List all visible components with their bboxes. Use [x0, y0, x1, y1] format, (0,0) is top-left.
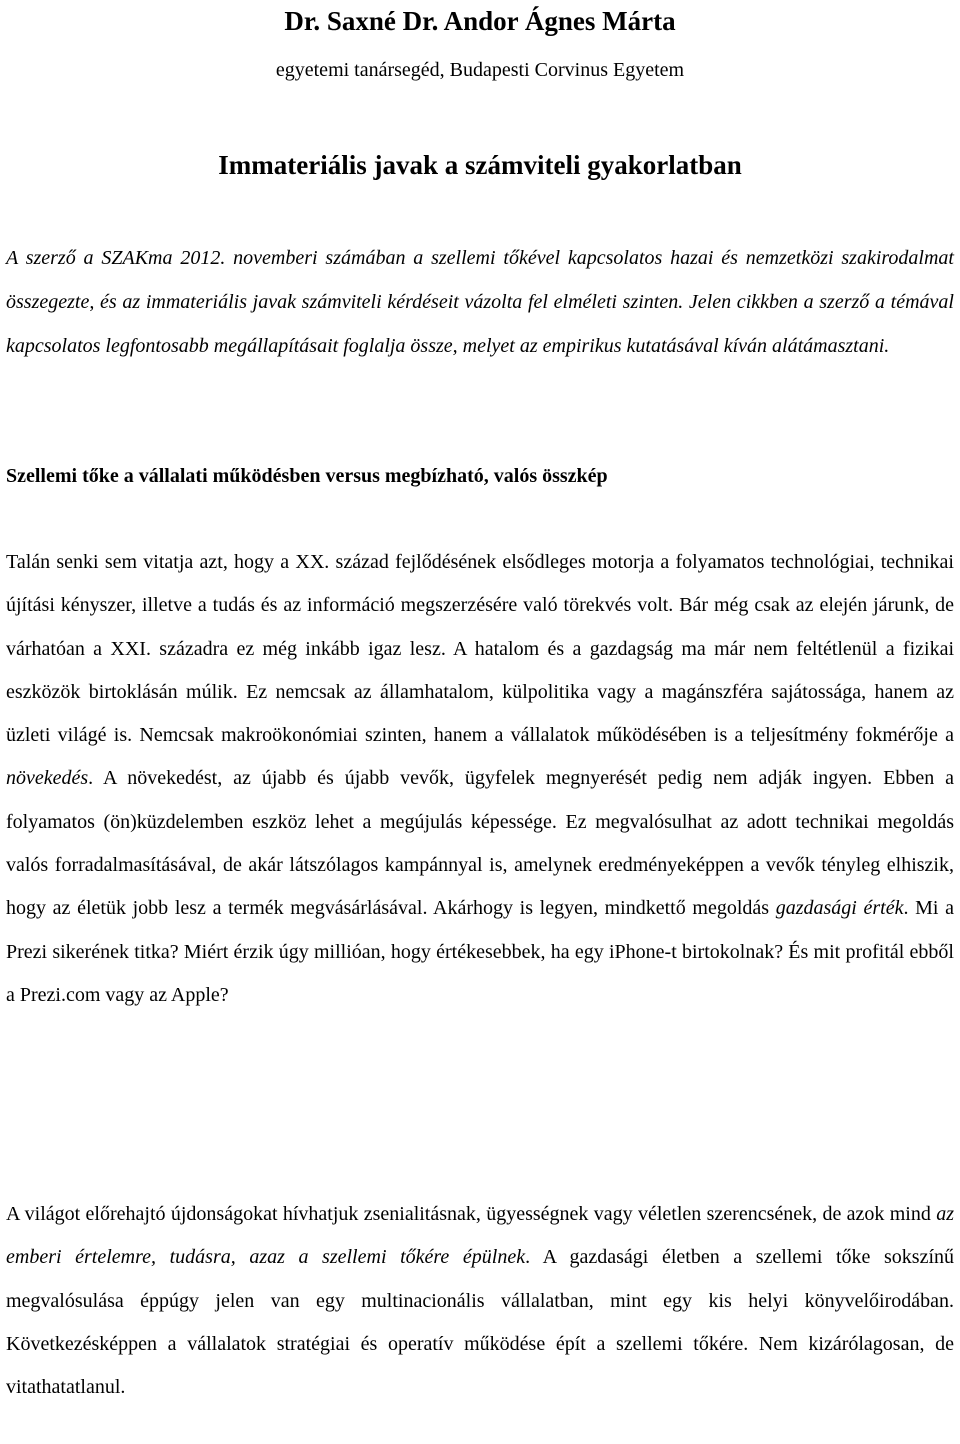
paragraph-1-emphasis-a: növekedés [6, 767, 89, 790]
author-affiliation: egyetemi tanársegéd, Budapesti Corvinus Egyetem [275, 59, 685, 81]
article-title: Immateriális javak a számviteli gyakorlatban [218, 150, 742, 180]
paragraph-2-text-a: A világot előrehajtó újdonságokat hívhatjuk zsenialitásnak, ügyességnek vagy véletlen szerencsének, de azok mind [6, 1203, 937, 1225]
abstract: A szerző a SZAKma 2012. novemberi számában a szellemi tőkével kapcsolatos hazai és nemzetközi szakirodalmat összegezte, és az immateriális javak számviteli kérdéseit vázolta fel elméleti szinten. Jelen cikkben a szerző a témával kapcsolatos legfontosabb megállapításait foglalja össze, melyet az empirikus kutatásával kíván alátámasztani. [6, 247, 954, 357]
paragraph-1-text-b: . A növekedést, az újabb és újabb vevők, ügyfelek megnyerését pedig nem adják ingyen. Ebben a folyamatos (ön)küzdelemben eszköz lehet a megújulás képessége. Ez megvalósulhat az adott technikai megoldás valós forradalmasításával, de akár látszólagos kampánnyal is, amelynek eredményeképpen a vevők tényleg elhiszik, hogy az életük jobb lesz a termék megvásárlásával. Akárhogy is legyen, mindkettő megoldás [6, 767, 954, 920]
paragraph-1-emphasis-b: gazdasági érték [775, 897, 904, 920]
paragraph-1-text-c: . Mi a Prezi sikerének titka? Miért érzik úgy millióan, hogy értékesebbek, ha egy iPhone-t birtokolnak? És mit profitál ebből a Prezi.com vagy az Apple? [6, 897, 955, 1006]
paragraph-2-emphasis-a: az emberi értelemre, tudásra, azaz a szellemi tőkére épülnek [6, 1203, 954, 1269]
paragraph-1-text-a: Talán senki sem vitatja azt, hogy a XX. század fejlődésének elsődleges motorja a folyamatos technológiai, technikai újítási kényszer, illetve a tudás és az információ megszerzésére való törekvés volt. Bár még csak az elején járunk, de várhatóan a XXI. századra ez még inkább igaz lesz. A hatalom és a gazdagság ma már nem feltétlenül a fizikai eszközök birtoklásán múlik. Ez nemcsak az államhatalom, külpolitika vagy a magánszféra sajátossága, hanem az üzleti világé is. Nemcsak makroökonómiai szinten, hanem a vállalatok működésében is a teljesítmény fokmérője a [6, 551, 954, 747]
body-paragraph-2 [6, 1193, 954, 1409]
paragraph-2-text-b: . A gazdasági életben a szellemi tőke sokszínű megvalósulása éppúgy jelen van egy multinacionális vállalatban, mint egy kis helyi könyvelőirodában. Következésképpen a vállalatok stratégiai és operatív működése épít a szellemi tőkére. Nem kizárólagosan, de vitathatatlanul. [6, 1246, 954, 1399]
author-name: Dr. Saxné Dr. Andor Ágnes Márta [284, 6, 676, 36]
section-heading: Szellemi tőke a vállalati működésben versus megbízható, valós összkép [6, 465, 608, 487]
body-paragraph-1 [6, 541, 954, 1017]
